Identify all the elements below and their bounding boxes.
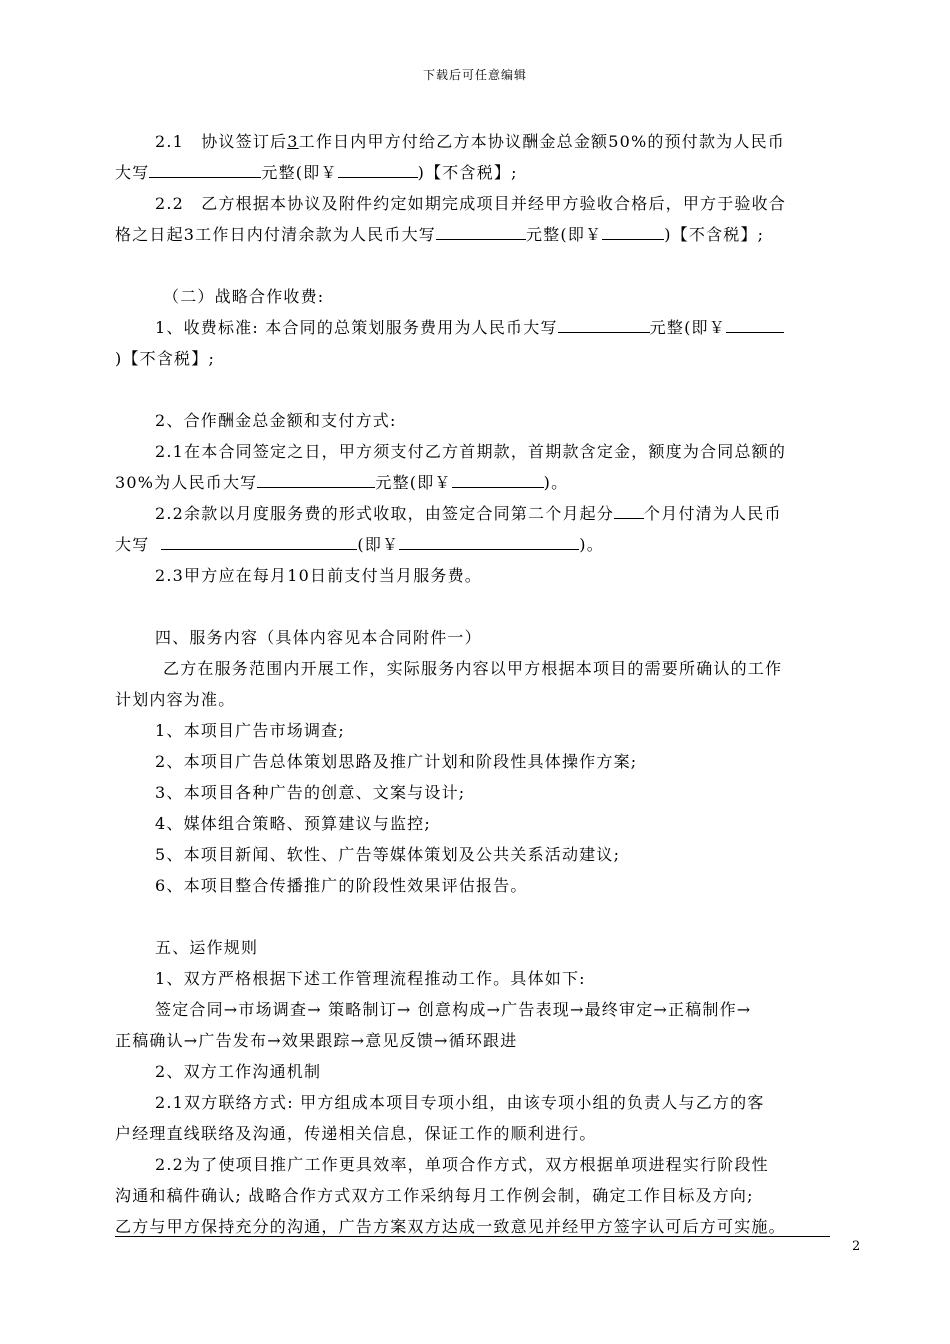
clause-text: 2.1 协议签订后 [155,132,288,151]
amount-blank [257,470,375,488]
section-4-intro: 乙方在服务范围内开展工作，实际服务内容以甲方根据本项目的需要所确认的工作 [163,659,783,678]
page-header: 下载后可任意编辑 [422,68,527,82]
rule-2-1: 2.1双方联络方式: 甲方组成本项目专项小组，由该专项小组的负责人与乙方的客 [155,1093,765,1112]
clause-text: (即￥ [357,535,400,554]
service-item: 6、本项目整合传播推广的阶段性效果评估报告。 [155,876,528,895]
clause-2-2-cont [115,219,860,250]
clause-text: )。 [543,473,569,492]
spacer [115,374,860,405]
rule-2-2-cont: 沟通和稿件确认; 战略合作方式双方工作采纳每月工作例会制，确定工作目标及方向; [115,1186,754,1205]
service-item: 3、本项目各种广告的创意、文案与设计; [155,783,466,802]
section-strategic-fees-title: （二）战略合作收费: [163,287,325,306]
amount-blank [161,532,357,550]
spacer [115,591,860,622]
clause-text: 2.2余款以月度服务费的形式收取，由签定合同第二个月起分 [155,504,615,523]
clause-s2-2-3: 2.3甲方应在每月10日前支付当月服务费。 [155,566,483,585]
clause-text: 工作日内甲方付给乙方本协议酬金总金额50%的预付款为人民币 [298,132,786,151]
amount-blank [338,160,418,178]
clause-s2-2-1-cont [115,467,860,498]
spacer [115,901,860,932]
clause-text: 大写 [115,535,150,554]
amount-blank [602,222,664,240]
clause-s2-2-2-cont [115,529,860,560]
clause-text: 1、收费标准: 本合同的总策划服务费用为人民币大写 [155,318,558,337]
clause-s2-2-2 [115,498,860,529]
clause-text: 元整(即￥ [649,318,726,337]
clause-text: )。 [579,535,604,554]
clause-text: 元整(即￥ [525,225,603,244]
rule-2-1-cont: 户经理直线联络及沟通，传递相关信息，保证工作的顺利进行。 [115,1124,597,1143]
section-5-title: 五、运作规则 [155,938,259,957]
footer-divider [115,1236,830,1237]
service-item: 2、本项目广告总体策划思路及推广计划和阶段性具体操作方案; [155,752,638,771]
workflow-line-cont: 正稿确认→广告发布→效果跟踪→意见反馈→循环跟进 [115,1031,518,1050]
clause-text: )【不含税】; [417,163,518,182]
page-number: 2 [852,1239,861,1254]
months-blank [614,501,644,519]
rule-2-2-cont: 乙方与甲方保持充分的沟通，广告方案双方达成一致意见并经甲方签字认可后方可实施。 [115,1217,786,1236]
rule-1: 1、双方严格根据下述工作管理流程推动工作。具体如下: [155,969,586,988]
clause-2-1 [115,126,860,157]
clause-text: 元整(即￥ [375,473,452,492]
fee-standard [115,312,860,343]
clause-text: 个月付清为人民币 [644,504,782,523]
amount-blank [726,315,784,333]
spacer [115,250,860,281]
fee-standard-cont: )【不含税】; [115,349,216,368]
amount-blank [149,160,261,178]
clause-text: )【不含税】; [664,225,765,244]
clause-text: 大写 [115,163,150,182]
clause-2-2: 2.2 乙方根据本协议及附件约定如期完成项目并经甲方验收合格后，甲方于验收合 [155,194,787,213]
workflow-line: 签定合同→市场调查→ 策略制订→ 创意构成→广告表现→最终审定→正稿制作→ [155,1000,752,1019]
payment-method-title: 2、合作酬金总金额和支付方式: [155,411,397,430]
clause-2-1-cont [115,157,860,188]
clause-text: 格之日起3工作日内付清余款为人民币大写 [115,225,436,244]
rule-2: 2、双方工作沟通机制 [155,1062,322,1081]
clause-s2-2-1: 2.1在本合同签定之日，甲方须支付乙方首期款，首期款含定金，额度为合同总额的 [155,442,787,461]
rule-2-2: 2.2为了使项目推广工作更具效率，单项合作方式，双方根据单项进程实行阶段性 [155,1155,769,1174]
underlined-days: 3 [287,132,299,151]
section-4-intro-cont: 计划内容为准。 [115,690,236,709]
clause-text: 元整(即￥ [261,163,338,182]
service-item: 4、媒体组合策略、预算建议与监控; [155,814,431,833]
service-item: 5、本项目新闻、软性、广告等媒体策划及公共关系活动建议; [155,845,621,864]
amount-blank [399,532,579,550]
document-body [115,126,860,1242]
amount-blank [558,315,650,333]
amount-blank [452,470,544,488]
service-item: 1、本项目广告市场调查; [155,721,345,740]
section-4-title: 四、服务内容（具体内容见本合同附件一） [155,628,482,647]
amount-blank [436,222,526,240]
clause-text: 30%为人民币大写 [115,473,258,492]
